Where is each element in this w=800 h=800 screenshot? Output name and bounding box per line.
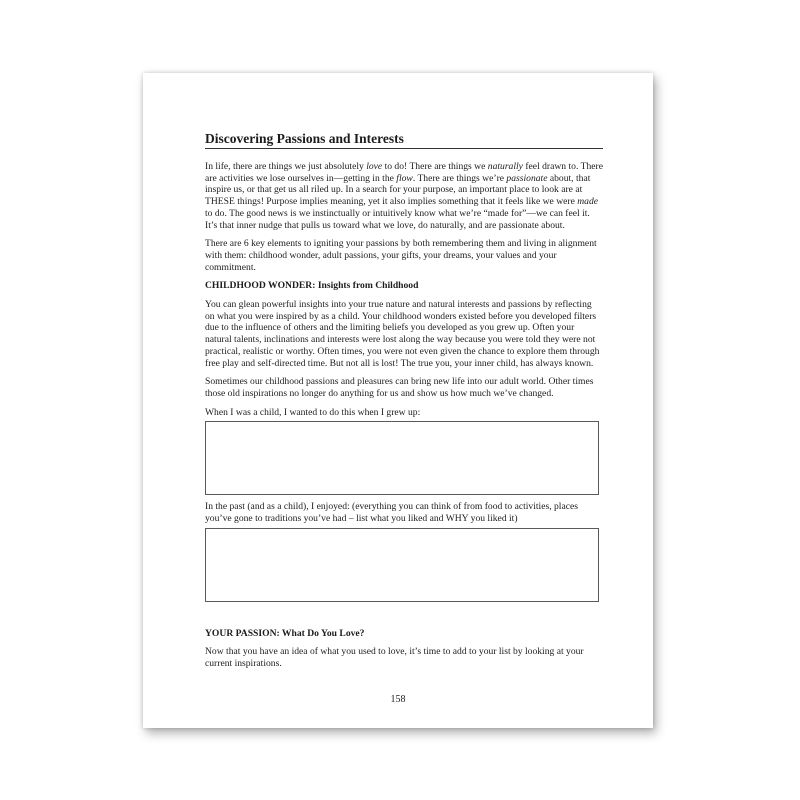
enjoyed-prompt: In the past (and as a child), I enjoyed: (everything you can think of from food to activities, places you’ve gone to traditions you’ve had – list what you liked and WHY you liked it): [205, 501, 578, 525]
enjoyed-answer-box[interactable]: [205, 528, 599, 602]
intro-paragraph: In life, there are things we just absolutely love to do! There are things we naturally feel drawn to. There are activities we lose ourselves in—getting in the flow. There are things we’re passionate about, that inspire us, or that get us all riled up. In a search for your purpose, an important place to look are at THESE things! Purpose implies meaning, yet it also implies something that it feels like we were made to do. The good news is we instinctually or intuitively know what we’re “made for”—we can feel it. It’s that inner nudge that pulls us toward what we love, do naturally, and are passionate about.: [205, 161, 603, 231]
current-inspirations-paragraph: Now that you have an idea of what you used to love, it’s time to add to your list by looking at your current inspirations.: [205, 646, 584, 670]
page-content: [205, 130, 603, 677]
page-number: 158: [390, 694, 406, 705]
page-title: Discovering Passions and Interests: [205, 130, 603, 149]
document-page: [143, 73, 653, 728]
childhood-insights-paragraph: You can glean powerful insights into your true nature and natural interests and passions by reflecting on what you were inspired by as a child. Your childhood wonders existed before you developed filters due to the influence of others and the limiting beliefs you developed as you grew up. Often your natural talents, inclinations and interests were lost along the way because you were told they were not practical, realistic or worthy. Often times, you were not even given the chance to explore them through free play and self-directed time. But not all is lost! The true you, your inner child, has always known.: [205, 299, 600, 369]
key-elements-paragraph: There are 6 key elements to igniting your passions by both remembering them and living in alignment with them: childhood wonder, adult passions, your gifts, your dreams, your values and your commitment.: [205, 238, 597, 273]
grew-up-prompt: When I was a child, I wanted to do this when I grew up:: [205, 406, 421, 418]
your-passion-heading: YOUR PASSION: What Do You Love?: [205, 627, 365, 639]
childhood-wonder-heading: CHILDHOOD WONDER: Insights from Childhood: [205, 280, 419, 292]
childhood-passions-paragraph: Sometimes our childhood passions and pleasures can bring new life into our adult world. Other times those old inspirations no longer do anything for us and show us how much we’ve changed.: [205, 376, 594, 399]
grew-up-answer-box[interactable]: [205, 421, 599, 495]
